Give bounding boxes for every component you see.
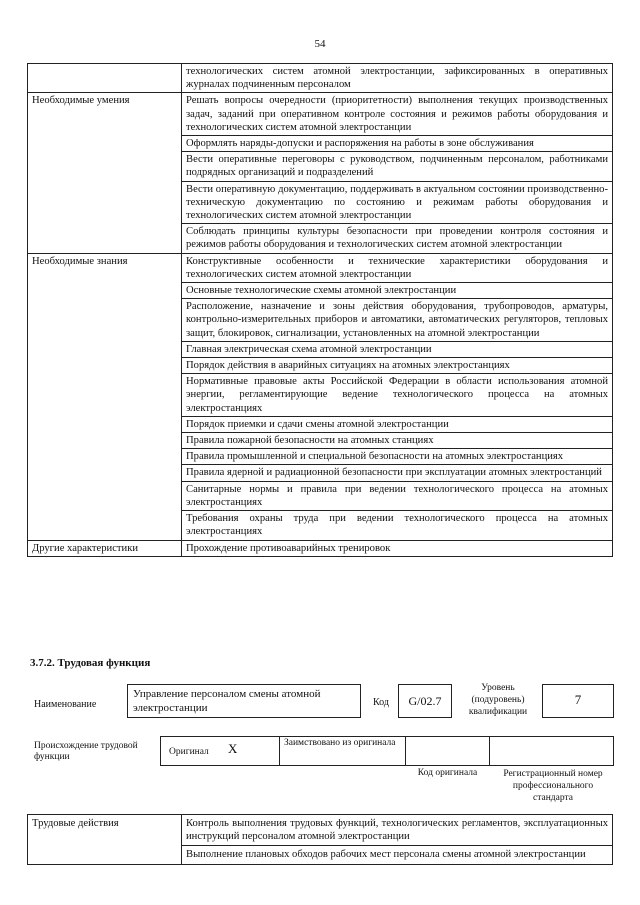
knowledge-item: Требования охраны труда при ведении технологического процесса на атомных электростанциях	[182, 511, 613, 540]
knowledge-item: Основные технологические схемы атомной электростанции	[182, 283, 613, 299]
table-row	[28, 815, 613, 846]
table-row	[28, 64, 613, 93]
knowledge-label: Необходимые знания	[28, 253, 182, 540]
reg-number-caption: Регистрационный номер профессионального стандарта	[503, 769, 603, 803]
page-number: 54	[314, 38, 326, 50]
original-code-cell	[405, 736, 490, 766]
borrowed-cell: Заимствовано из оригинала	[279, 736, 406, 766]
name-label: Наименование	[34, 699, 97, 710]
knowledge-item: Порядок действия в аварийных ситуациях на атомных электростанциях	[182, 358, 613, 374]
original-code-caption: Код оригинала	[417, 768, 478, 778]
labor-action-item: Контроль выполнения трудовых функций, технологических регламентов, эксплуатационных инструкций персоналом атомной электростанции	[182, 815, 613, 846]
section-title: 3.7.2. Трудовая функция	[30, 657, 151, 669]
table-row	[28, 253, 613, 282]
function-name: Управление персоналом смены атомной электростанции	[127, 684, 361, 718]
knowledge-item: Порядок приемки и сдачи смены атомной электростанции	[182, 416, 613, 432]
level-label: Уровень (подуровень) квалификации	[468, 683, 528, 717]
skill-item: Оформлять наряды-допуски и распоряжения на работы в зоне обслуживания	[182, 136, 613, 152]
other-value: Прохождение противоаварийных тренировок	[182, 540, 613, 556]
reg-number-cell	[489, 736, 614, 766]
knowledge-item: Расположение, назначение и зоны действия оборудования, трубопроводов, арматуры, контрольно-измерительных приборов и автоматики, автоматических регуляторов, тепловых защит, блокировок, сигнализации, установленных на атомной электростанции	[182, 299, 613, 342]
qualification-level: 7	[542, 684, 614, 718]
skill-item: Вести оперативные переговоры с руководством, подчиненным персоналом, работниками подрядных организаций и подразделений	[182, 152, 613, 181]
knowledge-item: Правила ядерной и радиационной безопасности при эксплуатации атомных электростанций	[182, 465, 613, 481]
other-label: Другие характеристики	[28, 540, 182, 556]
knowledge-item: Конструктивные особенности и технические характеристики оборудования и технологических систем атомной электростанции	[182, 253, 613, 282]
original-mark: X	[228, 741, 238, 756]
requirements-table	[27, 63, 613, 557]
skill-item: Соблюдать принципы культуры безопасности при проведении контроля состояния и режимов работы оборудования и технологических систем атомной электростанции	[182, 224, 613, 253]
code-label: Код	[373, 697, 389, 708]
knowledge-item: Главная электрическая схема атомной электростанции	[182, 341, 613, 357]
labor-action-item: Выполнение плановых обходов рабочих мест персонала смены атомной электростанции	[182, 846, 613, 864]
continuation-text: технологических систем атомной электростанции, зафиксированных в оперативных журналах подчиненным персоналом	[182, 64, 613, 93]
knowledge-item: Санитарные нормы и правила при ведении технологического процесса на атомных электростанциях	[182, 481, 613, 510]
knowledge-item: Нормативные правовые акты Российской Федерации в области использования атомной энергии, регламентирующие ведение технологического процесса на атомных электростанциях	[182, 374, 613, 417]
labor-actions-table	[27, 814, 613, 865]
skills-label: Необходимые умения	[28, 93, 182, 253]
table-row	[28, 540, 613, 556]
knowledge-item: Правила пожарной безопасности на атомных станциях	[182, 433, 613, 449]
skill-item: Вести оперативную документацию, поддерживать в актуальном состоянии производственно-техническую документацию по состоянию и режимам работы оборудования и технологических систем атомной электростанции	[182, 181, 613, 224]
empty-label-cell	[28, 64, 182, 93]
labor-actions-label: Трудовые действия	[28, 815, 182, 865]
function-code: G/02.7	[398, 684, 452, 718]
original-cell	[160, 736, 280, 766]
original-label: Оригинал	[169, 747, 209, 757]
skill-item: Решать вопросы очередности (приоритетности) выполнения текущих производственных задач, заданий при оперативном контроле состояния и режимов работы оборудования и технологических систем атомной электростанции	[182, 93, 613, 136]
knowledge-item: Правила промышленной и специальной безопасности на атомных электростанциях	[182, 449, 613, 465]
table-row	[28, 93, 613, 136]
origin-label: Происхождение трудовой функции	[34, 741, 138, 762]
